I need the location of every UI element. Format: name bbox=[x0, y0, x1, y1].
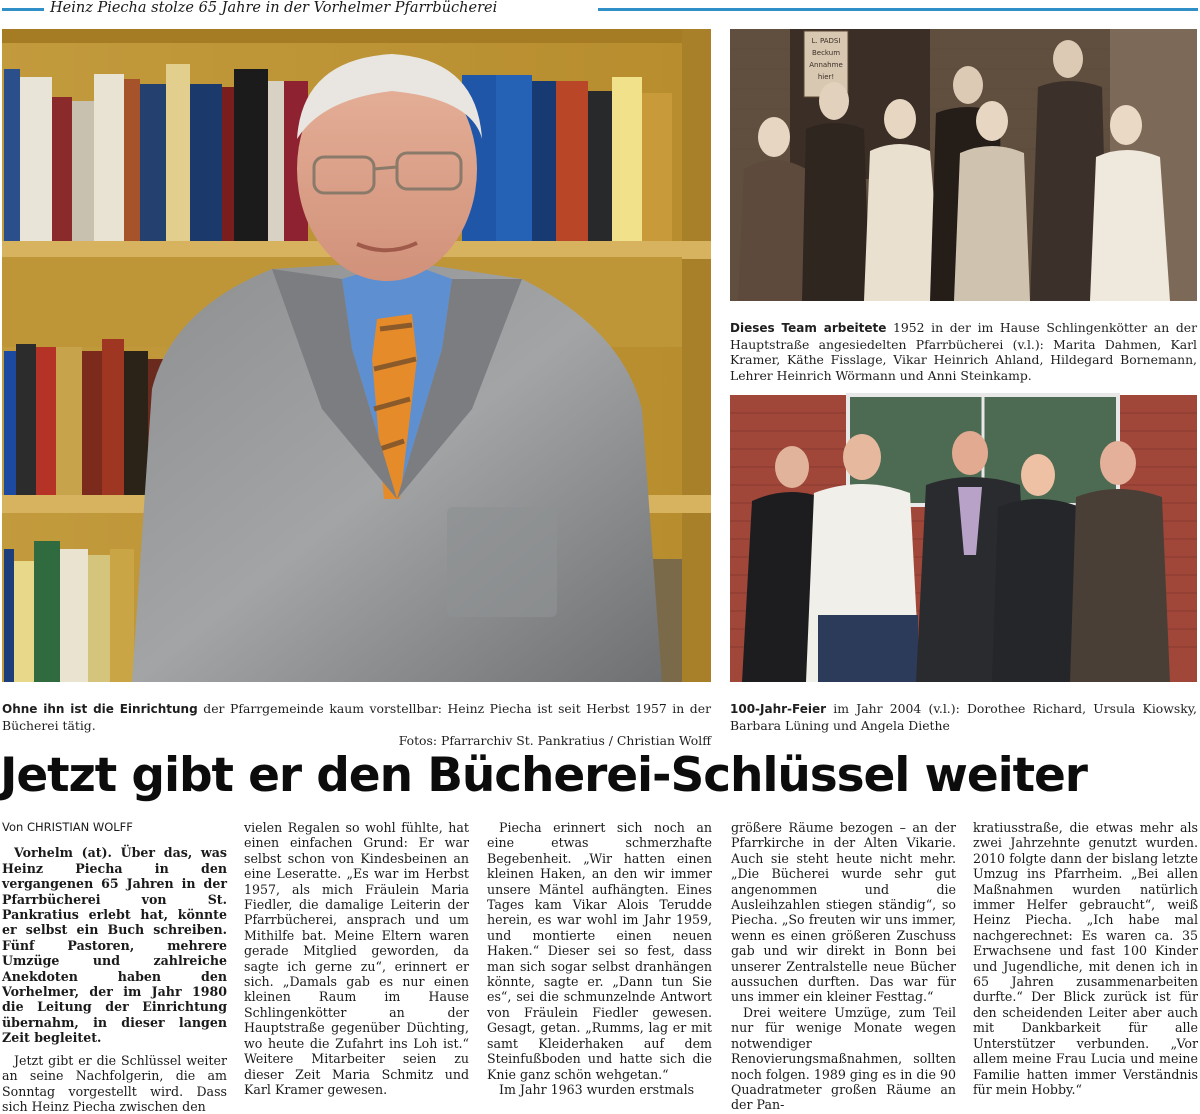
kicker-text: Heinz Piecha stolze 65 Jahre in der Vorhelmer Pfarrbücherei bbox=[50, 0, 498, 16]
caption-team-1952 bbox=[730, 320, 1197, 383]
sign-line-4: hier! bbox=[817, 73, 835, 81]
byline: Von CHRISTIAN WOLFF bbox=[2, 820, 133, 834]
headline: Jetzt gibt er den Bücherei-Schlüssel weiter bbox=[0, 748, 1087, 803]
article-paragraph: Piecha erinnert sich noch an eine etwas schmerzhafte Begebenheit. „Wir hatten einen kleinen Haken, an den wir immer unsere Mäntel aufhängten. Eines Tages kam Vikar Alois Terudde herein, es war wohl im Jahr 1959, und montierte einen neuen Haken.“ Dieser sei so fest, dass man sich sogar selbst dranhängen könnte, sagte er. „Dann tun Sie es“, sei die schmunzelnde Antwort von Fräulein Fiedler gewesen. Gesagt, getan. „Rumms, lag er mit samt Kleiderhaken auf dem Steinfußboden und hatte sich die Knie ganz schön wehgetan.“ bbox=[487, 820, 712, 1082]
sign-line-1: L. PADSI bbox=[811, 37, 841, 45]
article-column-4 bbox=[731, 820, 956, 1113]
kicker-rule-right bbox=[598, 8, 1198, 11]
caption-team-2004-text: im Jahr 2004 (v.l.): Dorothee Richard, Ursula Kiowsky, Barbara Lüning und Angela Diethe bbox=[730, 701, 1197, 733]
article-lead: Vorhelm (at). Über das, was Heinz Piecha in den vergangenen 65 Jahren in der Pfarrbücherei von St. Pankratius erlebt hat, könnte er selbst ein Buch schreiben. Fünf Pastoren, mehrere Umzüge und zahlreiche Anekdoten haben den Vorhelmer, der im Jahr 1980 die Leitung der Einrichtung übernahm, in dieser langen Zeit begleitet. bbox=[2, 845, 227, 1046]
article-paragraph: kratiusstraße, die etwas mehr als zwei Jahrzehnte genutzt wurden. 2010 folgte dann der bislang letzte Umzug ins Pfarrheim. „Bei allen Maßnahmen wurden natürlich immer Helfer gebraucht“, weiß Heinz Piecha. „Ich habe mal nachgerechnet: Es waren ca. 35 Erwachsene und fast 100 Kinder und Jugendliche, mit denen ich in 65 Jahren zusammenarbeiten durfte.“ Der Blick zurück ist für den scheidenden Leiter aber auch mit Dankbarkeit für alle Unterstützer verbunden. „Vor allem meine Frau Lucia und meine Familie hatten immer Verständnis für mein Hobby.“ bbox=[973, 820, 1198, 1097]
caption-team-2004 bbox=[730, 701, 1197, 733]
article-column-2 bbox=[244, 820, 469, 1097]
photo-heinz-piecha bbox=[2, 29, 711, 682]
article-column-1 bbox=[2, 820, 227, 1114]
article-paragraph: Drei weitere Umzüge, zum Teil nur für wenige Monate wegen notwendiger Renovierungsmaßnahmen, sollten noch folgen. 1989 ging es in die 90 Quadratmeter großen Räume an der Pan- bbox=[731, 1004, 956, 1113]
kicker-bar bbox=[0, 0, 1200, 20]
caption-main-photo bbox=[2, 701, 711, 749]
caption-main-text: der Pfarrgemeinde kaum vorstellbar: Heinz Piecha ist seit Herbst 1957 in der Bücherei tätig. bbox=[2, 701, 711, 733]
kicker-rule-left bbox=[2, 8, 44, 11]
article-column-5 bbox=[973, 820, 1198, 1097]
caption-team-1952-lead: Dieses Team arbeitete bbox=[730, 321, 887, 335]
photo-credit: Fotos: Pfarrarchiv St. Pankratius / Christian Wolff bbox=[398, 733, 711, 749]
article-paragraph: Im Jahr 1963 wurden erstmals bbox=[499, 1081, 695, 1097]
article-column-3 bbox=[487, 820, 712, 1097]
article-paragraph: größere Räume bezogen – an der Pfarrkirche in der Alten Vikarie. Auch sie steht heute nicht mehr. „Die Bücherei wurde sehr gut angenommen und die Ausleihzahlen stiegen ständig“, so Piecha. „So freuten wir uns immer, wenn es einen größeren Zuschuss gab und wir direkt in Bonn bei unserer Zentralstelle neue Bücher aussuchen durften. Das war für uns immer ein kleiner Festtag.“ bbox=[731, 820, 956, 1005]
article-paragraph: Jetzt gibt er die Schlüssel weiter an seine Nachfolgerin, die am Sonntag vorgestellt wird. Dass sich Heinz Piecha zwischen den bbox=[2, 1052, 227, 1114]
photo-team-1952 bbox=[730, 29, 1197, 301]
article-paragraph: vielen Regalen so wohl fühlte, hat einen einfachen Grund: Er war selbst schon von Kindesbeinen an eine Leseratte. „Es war im Herbst 1957, als mich Fräulein Maria Fiedler, die damalige Leiterin der Pfarrbücherei, ansprach und um Mithilfe bat. Meine Eltern waren gerade Mitglied geworden, da sagte ich gerne zu“, erinnert er sich. „Damals gab es nur einen kleinen Raum im Hause Schlingenkötter an der Hauptstraße gegenüber Düchting, wo heute die Zufahrt ins Loh ist.“ Weitere Mitarbeiter seien zu dieser Zeit Maria Schmitz und Karl Kramer gewesen. bbox=[244, 820, 469, 1097]
caption-team-2004-lead: 100-Jahr-Feier bbox=[730, 702, 827, 716]
sign-line-3: Annahme bbox=[809, 61, 843, 69]
sign-line-2: Beckum bbox=[811, 49, 841, 57]
caption-team-1952-text: 1952 in der im Hause Schlingenkötter an der Hauptstraße angesiedelten Pfarrbücherei (v.l.): Marita Dahmen, Karl Kramer, Käthe Fisslage, Vikar Heinrich Ahland, Hildegard Bornemann, Lehrer Heinrich Wörmann und Anni Steinkamp. bbox=[730, 320, 1198, 383]
photo-team-2004 bbox=[730, 395, 1197, 682]
caption-main-lead: Ohne ihn ist die Einrichtung bbox=[2, 702, 198, 716]
